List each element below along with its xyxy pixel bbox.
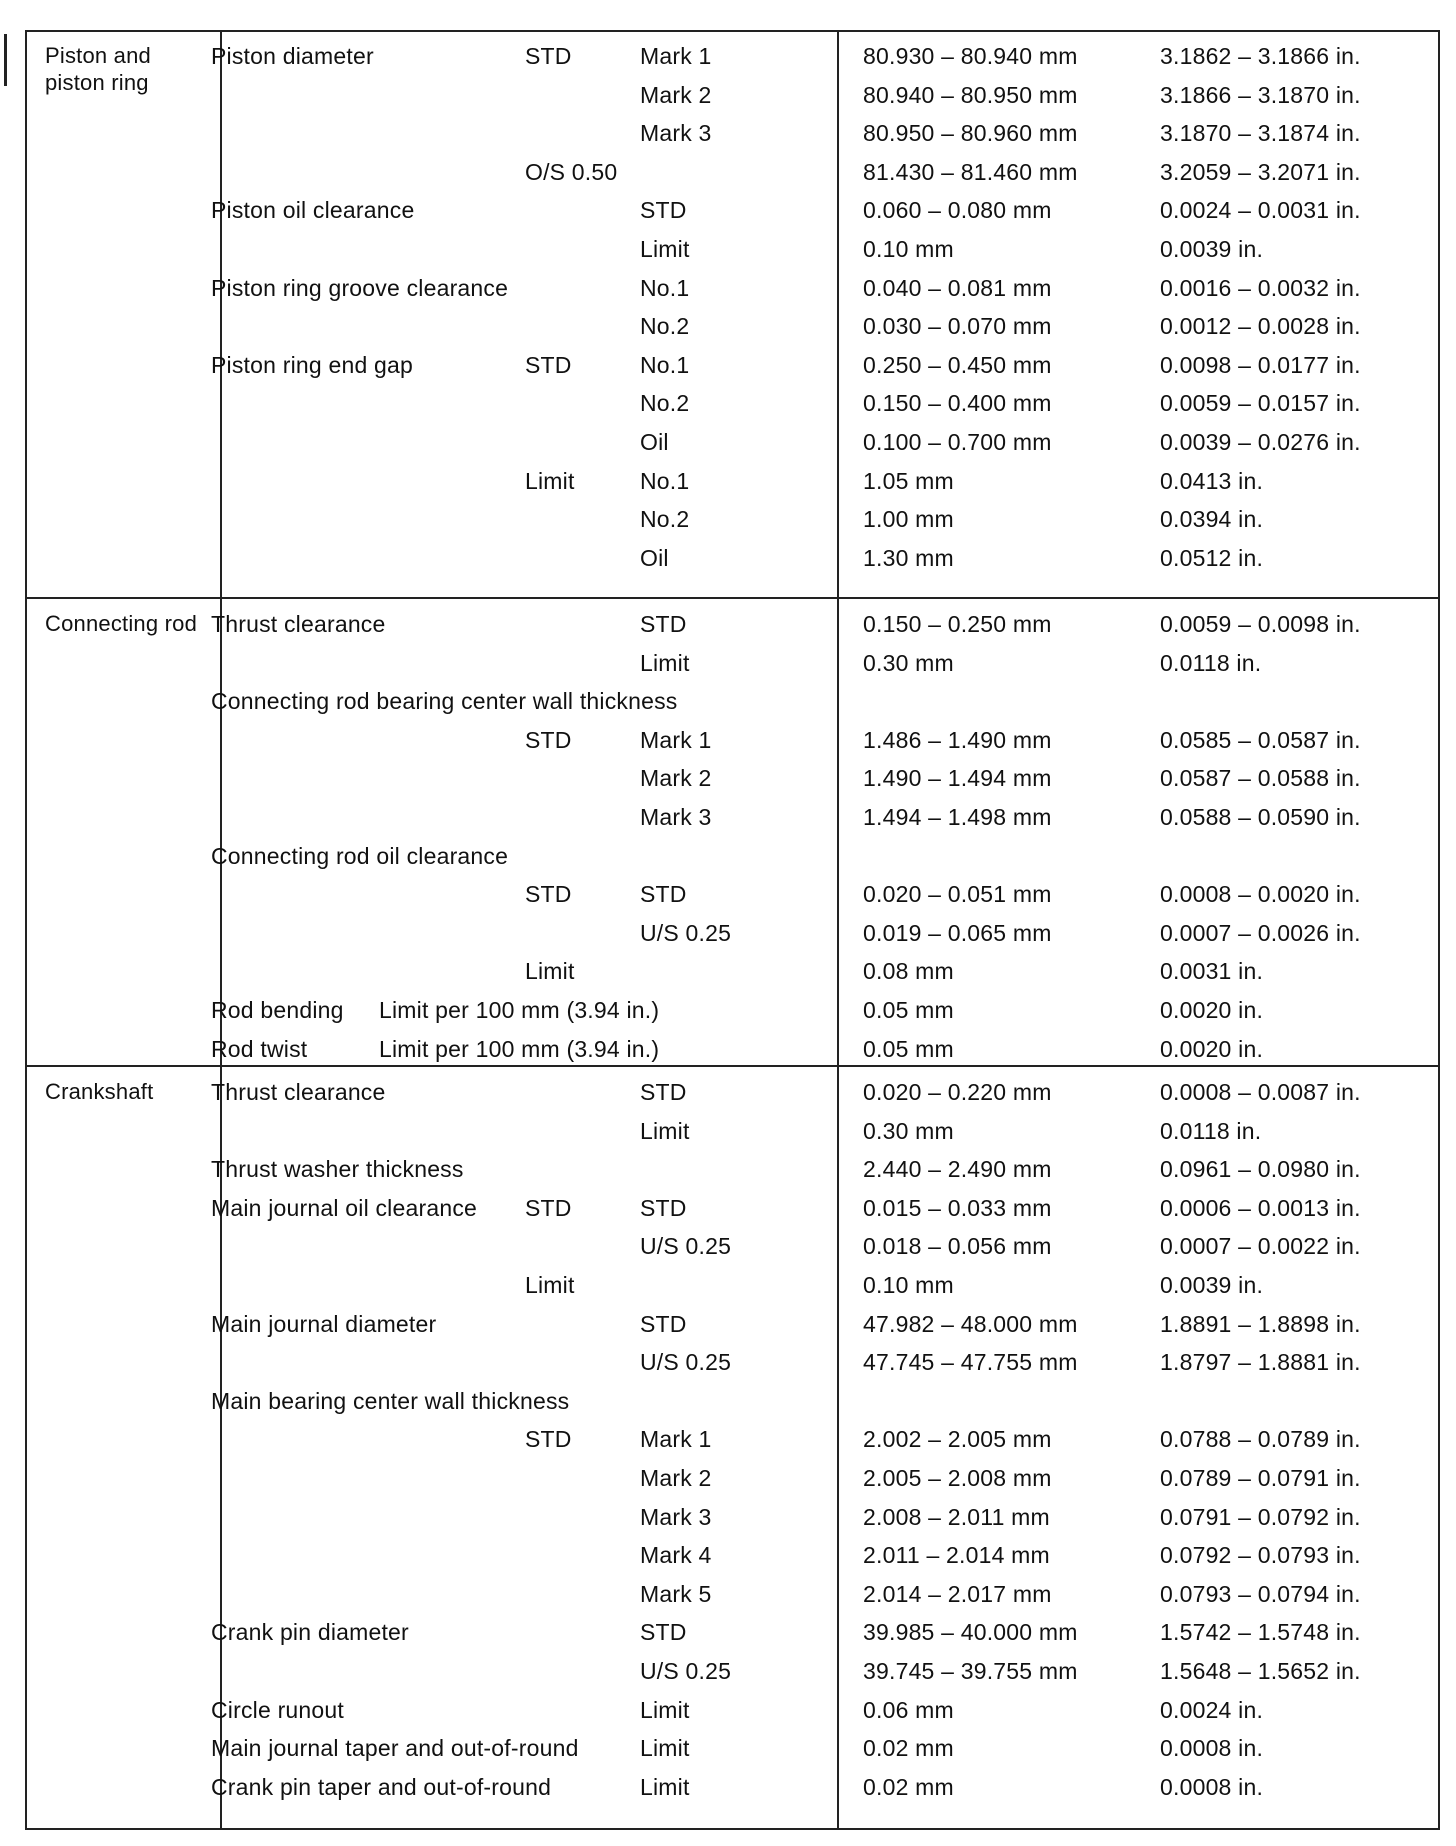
spec-subclass: Mark 2 <box>640 1465 712 1491</box>
spec-table <box>25 30 1440 1830</box>
value-mm: 80.940 – 80.950 mm <box>863 81 1078 108</box>
section-title: Connecting rod <box>45 611 198 636</box>
value-mm: 47.745 – 47.755 mm <box>863 1349 1078 1376</box>
value-in: 0.0791 – 0.0792 in. <box>1160 1503 1361 1530</box>
value-mm: 2.014 – 2.017 mm <box>863 1580 1052 1607</box>
spec-subclass: STD <box>640 1194 687 1221</box>
value-mm: 0.018 – 0.056 mm <box>863 1233 1052 1260</box>
spec-subclass: STD <box>640 1079 687 1105</box>
value-mm: 0.05 mm <box>863 1035 954 1062</box>
value-in: 0.0118 in. <box>1160 649 1262 676</box>
value-in: 1.8891 – 1.8898 in. <box>1160 1310 1361 1337</box>
spec-subclass: Mark 2 <box>640 765 712 792</box>
value-in: 0.0059 – 0.0098 in. <box>1160 611 1361 637</box>
spec-subclass: Mark 3 <box>640 120 712 147</box>
spec-item: Thrust washer thickness <box>211 1156 464 1183</box>
value-in: 0.0792 – 0.0793 in. <box>1160 1542 1361 1569</box>
value-mm: 0.10 mm <box>863 236 954 262</box>
spec-subclass: STD <box>640 611 687 637</box>
spec-item: Piston oil clearance <box>211 197 415 224</box>
value-mm: 81.430 – 81.460 mm <box>863 158 1078 185</box>
value-mm: 0.019 – 0.065 mm <box>863 919 1052 946</box>
value-in: 3.1862 – 3.1866 in. <box>1160 43 1361 69</box>
value-in: 0.0394 in. <box>1160 506 1264 533</box>
value-mm: 80.930 – 80.940 mm <box>863 43 1078 69</box>
value-mm: 1.00 mm <box>863 506 954 533</box>
spec-subclass: No.1 <box>640 351 690 378</box>
spec-class: STD <box>525 351 572 378</box>
value-mm: 2.011 – 2.014 mm <box>863 1542 1050 1569</box>
spec-subclass: No.2 <box>640 313 690 340</box>
value-in: 0.0585 – 0.0587 in. <box>1160 726 1361 753</box>
spec-subclass: No.1 <box>640 467 690 494</box>
value-mm: 0.10 mm <box>863 1272 954 1298</box>
spec-item: Main bearing center wall thickness <box>211 1387 570 1414</box>
section-divider <box>27 597 1438 599</box>
value-mm: 0.06 mm <box>863 1696 954 1723</box>
value-mm: 1.494 – 1.498 mm <box>863 804 1052 830</box>
spec-subclass: Mark 5 <box>640 1580 712 1607</box>
value-mm: 1.486 – 1.490 mm <box>863 726 1052 753</box>
section-divider <box>27 1065 1438 1067</box>
value-mm: 2.008 – 2.011 mm <box>863 1503 1050 1530</box>
value-mm: 1.30 mm <box>863 544 954 571</box>
value-mm: 0.015 – 0.033 mm <box>863 1194 1052 1221</box>
value-mm: 0.150 – 0.250 mm <box>863 611 1052 637</box>
value-mm: 47.982 – 48.000 mm <box>863 1310 1078 1337</box>
value-mm: 0.030 – 0.070 mm <box>863 313 1052 340</box>
spec-item: Connecting rod oil clearance <box>211 842 509 869</box>
value-in: 0.0118 in. <box>1160 1117 1262 1144</box>
value-in: 0.0008 in. <box>1160 1773 1264 1800</box>
spec-subclass: STD <box>640 197 687 224</box>
spec-subclass: U/S 0.25 <box>640 1349 732 1376</box>
value-in: 0.0020 in. <box>1160 1035 1264 1062</box>
value-in: 0.0512 in. <box>1160 544 1264 571</box>
spec-subclass: U/S 0.25 <box>640 919 732 946</box>
spec-subclass: Limit <box>640 1117 690 1144</box>
spec-subclass: STD <box>640 1619 687 1646</box>
spec-subclass: No.2 <box>640 390 690 417</box>
value-in: 0.0059 – 0.0157 in. <box>1160 390 1361 417</box>
value-mm: 0.150 – 0.400 mm <box>863 390 1052 417</box>
spec-class: O/S 0.50 <box>525 158 618 185</box>
spec-class: STD <box>525 43 572 69</box>
spec-subclass: U/S 0.25 <box>640 1233 732 1260</box>
value-in: 0.0006 – 0.0013 in. <box>1160 1194 1361 1221</box>
value-in: 0.0024 in. <box>1160 1696 1264 1723</box>
value-in: 0.0024 – 0.0031 in. <box>1160 197 1361 224</box>
value-in: 0.0007 – 0.0026 in. <box>1160 919 1361 946</box>
spec-item: Rod twist <box>211 1035 308 1062</box>
value-mm: 0.05 mm <box>863 997 954 1023</box>
section-title: Piston and piston ring <box>45 43 151 95</box>
spec-item: Rod bending <box>211 997 344 1023</box>
spec-subclass: Mark 3 <box>640 804 712 830</box>
spec-condition: Limit per 100 mm (3.94 in.) <box>379 1035 660 1062</box>
value-in: 3.1866 – 3.1870 in. <box>1160 81 1361 108</box>
spec-subclass: Limit <box>640 649 690 676</box>
value-mm: 1.05 mm <box>863 467 954 494</box>
value-in: 0.0789 – 0.0791 in. <box>1160 1465 1361 1491</box>
value-in: 0.0008 – 0.0087 in. <box>1160 1079 1361 1105</box>
section-title: Crankshaft <box>45 1079 154 1104</box>
spec-subclass: Oil <box>640 544 669 571</box>
spec-item: Main journal taper and out-of-round <box>211 1735 579 1762</box>
value-in: 0.0098 – 0.0177 in. <box>1160 351 1361 378</box>
value-in: 0.0020 in. <box>1160 997 1264 1023</box>
spec-subclass: Limit <box>640 1773 690 1800</box>
value-in: 1.5648 – 1.5652 in. <box>1160 1658 1361 1684</box>
spec-item: Piston ring groove clearance <box>211 274 509 301</box>
value-in: 0.0039 in. <box>1160 236 1264 262</box>
value-in: 0.0788 – 0.0789 in. <box>1160 1426 1361 1453</box>
value-in: 1.5742 – 1.5748 in. <box>1160 1619 1361 1646</box>
spec-item: Piston ring end gap <box>211 351 413 378</box>
value-mm: 1.490 – 1.494 mm <box>863 765 1052 792</box>
value-in: 3.2059 – 3.2071 in. <box>1160 158 1361 185</box>
spec-subclass: Oil <box>640 429 669 455</box>
value-mm: 80.950 – 80.960 mm <box>863 120 1078 147</box>
spec-subclass: Mark 2 <box>640 81 712 108</box>
value-in: 0.0039 in. <box>1160 1272 1264 1298</box>
spec-subclass: Mark 4 <box>640 1542 712 1569</box>
value-mm: 0.020 – 0.051 mm <box>863 881 1052 908</box>
spec-condition: Limit per 100 mm (3.94 in.) <box>379 997 660 1023</box>
value-in: 3.1870 – 3.1874 in. <box>1160 120 1361 147</box>
value-in: 0.0587 – 0.0588 in. <box>1160 765 1361 792</box>
value-in: 0.0413 in. <box>1160 467 1264 494</box>
spec-class: Limit <box>525 1272 575 1298</box>
value-mm: 0.30 mm <box>863 1117 954 1144</box>
spec-class: Limit <box>525 958 575 985</box>
value-mm: 0.040 – 0.081 mm <box>863 274 1052 301</box>
spec-item: Crank pin diameter <box>211 1619 409 1646</box>
spec-subclass: STD <box>640 1310 687 1337</box>
value-in: 0.0012 – 0.0028 in. <box>1160 313 1361 340</box>
column-divider <box>837 32 839 1828</box>
value-in: 0.0007 – 0.0022 in. <box>1160 1233 1361 1260</box>
value-in: 0.0031 in. <box>1160 958 1264 985</box>
spec-subclass: STD <box>640 881 687 908</box>
spec-subclass: Limit <box>640 236 690 262</box>
value-in: 0.0016 – 0.0032 in. <box>1160 274 1361 301</box>
spec-subclass: U/S 0.25 <box>640 1658 732 1684</box>
spec-class: STD <box>525 726 572 753</box>
spec-item: Connecting rod bearing center wall thickness <box>211 688 678 715</box>
spec-class: Limit <box>525 467 575 494</box>
spec-class: STD <box>525 1194 572 1221</box>
value-mm: 0.02 mm <box>863 1773 954 1800</box>
margin-mark <box>4 34 7 86</box>
value-in: 0.0588 – 0.0590 in. <box>1160 804 1361 830</box>
spec-subclass: Mark 1 <box>640 43 712 69</box>
value-mm: 0.02 mm <box>863 1735 954 1762</box>
value-in: 0.0793 – 0.0794 in. <box>1160 1580 1361 1607</box>
spec-class: STD <box>525 1426 572 1453</box>
spec-subclass: No.1 <box>640 274 690 301</box>
spec-subclass: Mark 1 <box>640 726 712 753</box>
value-in: 0.0008 – 0.0020 in. <box>1160 881 1361 908</box>
spec-item: Thrust clearance <box>211 611 386 637</box>
spec-subclass: No.2 <box>640 506 690 533</box>
spec-item: Main journal oil clearance <box>211 1194 478 1221</box>
value-in: 0.0008 in. <box>1160 1735 1264 1762</box>
spec-item: Main journal diameter <box>211 1310 437 1337</box>
value-mm: 2.440 – 2.490 mm <box>863 1156 1052 1183</box>
value-in: 1.8797 – 1.8881 in. <box>1160 1349 1361 1376</box>
spec-subclass: Mark 1 <box>640 1426 712 1453</box>
value-mm: 0.250 – 0.450 mm <box>863 351 1052 378</box>
value-mm: 0.020 – 0.220 mm <box>863 1079 1052 1105</box>
spec-subclass: Mark 3 <box>640 1503 712 1530</box>
spec-subclass: Limit <box>640 1735 690 1762</box>
spec-subclass: Limit <box>640 1696 690 1723</box>
value-mm: 39.985 – 40.000 mm <box>863 1619 1078 1646</box>
value-mm: 39.745 – 39.755 mm <box>863 1658 1078 1684</box>
value-mm: 0.30 mm <box>863 649 954 676</box>
spec-item: Thrust clearance <box>211 1079 386 1105</box>
spec-item: Piston diameter <box>211 43 374 69</box>
value-mm: 0.060 – 0.080 mm <box>863 197 1052 224</box>
value-mm: 0.100 – 0.700 mm <box>863 429 1052 455</box>
value-mm: 0.08 mm <box>863 958 954 985</box>
spec-item: Circle runout <box>211 1696 344 1723</box>
value-mm: 2.002 – 2.005 mm <box>863 1426 1052 1453</box>
spec-class: STD <box>525 881 572 908</box>
spec-item: Crank pin taper and out-of-round <box>211 1773 552 1800</box>
value-in: 0.0961 – 0.0980 in. <box>1160 1156 1361 1183</box>
value-mm: 2.005 – 2.008 mm <box>863 1465 1052 1491</box>
value-in: 0.0039 – 0.0276 in. <box>1160 429 1361 455</box>
